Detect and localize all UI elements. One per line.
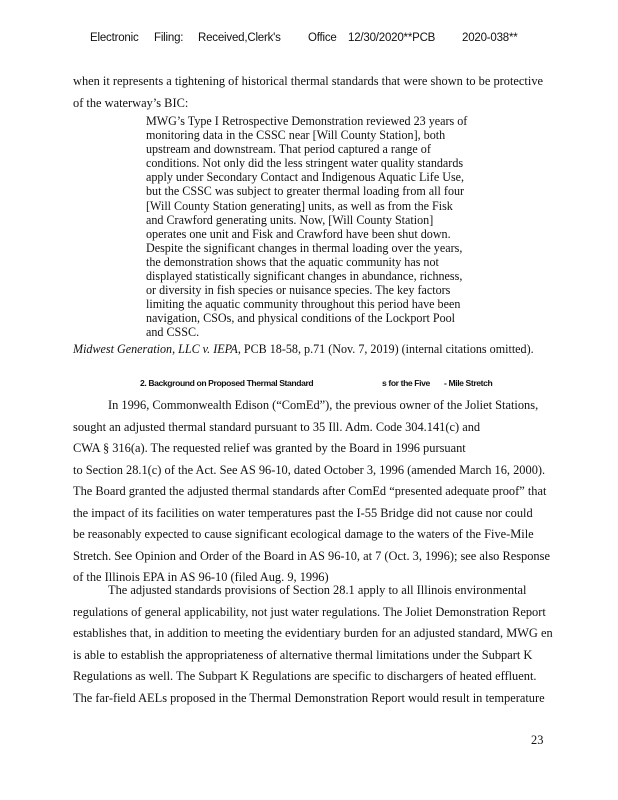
paragraph-line: establishes that, in addition to meeting the evidentiary burden for an adjusted standard, MWG en	[73, 626, 553, 640]
paragraph-line: regulations of general applicability, not just water regulations. The Joliet Demonstration Report	[73, 604, 546, 619]
quote-line: Despite the significant changes in thermal loading over the years,	[146, 240, 463, 255]
header-date: 12/30/2020**PCB	[348, 32, 436, 44]
paragraph-line: is able to establish the appropriateness of alternative thermal limitations under the Subpart K	[73, 647, 533, 662]
section-heading	[140, 378, 492, 388]
section-heading-right: - Mile Stretch	[444, 378, 493, 388]
quote-line: monitoring data in the CSSC near [Will County Station], both	[146, 128, 446, 143]
paragraph-line: sought an adjusted thermal standard pursuant to 35 Ill. Adm. Code 304.141(c) and	[73, 419, 481, 434]
filing-header	[84, 20, 518, 44]
quote-line: or diversity in fish species or nuisance species. The key factors	[146, 283, 451, 298]
paragraph-line: to Section 28.1(c) of the Act. See AS 96-10, dated October 3, 1996 (amended March 16, 2000).	[73, 462, 546, 477]
paragraph-line: In 1996, Commonwealth Edison (“ComEd”), the previous owner of the Joliet Stations,	[108, 398, 539, 412]
intro-paragraph	[73, 71, 589, 114]
block-quote	[146, 114, 508, 340]
quote-line: and Crawford generating units. Now, [Will County Station]	[146, 212, 434, 227]
page-number: 23	[531, 733, 544, 747]
section-heading-left: 2. Background on Proposed Thermal Standard	[140, 378, 314, 388]
paragraph-line: be reasonably expected to cause significant ecological damage to the waters of the Five-Mile	[73, 527, 534, 541]
paragraph-line: Stretch. See Opinion and Order of the Board in AS 96-10, at 7 (Oct. 3, 1996); see also Response	[73, 548, 550, 563]
quote-line: upstream and downstream. That period captured a range of	[146, 142, 431, 157]
header-docket: 2020-038**	[462, 32, 518, 44]
quote-line: but the CSSC was subject to greater thermal loading from all four	[146, 184, 465, 199]
quote-line: MWG’s Type I Retrospective Demonstration reviewed 23 years of	[146, 114, 468, 128]
quote-line: apply under Secondary Contact and Indigenous Aquatic Life Use,	[146, 170, 465, 185]
quote-line: limiting the aquatic community throughout this period have been	[146, 297, 461, 312]
case-citation	[73, 342, 534, 357]
quote-line: and CSSC.	[146, 325, 200, 340]
quote-line: the demonstration shows that the aquatic community has not	[146, 254, 439, 269]
case-name: Midwest Generation, LLC v. IEPA	[73, 342, 238, 356]
paragraph-line: The adjusted standards provisions of Section 28.1 apply to all Illinois environmental	[108, 583, 527, 597]
paragraph-line: of the Illinois EPA in AS 96-10 (filed Aug. 9, 1996)	[73, 570, 329, 584]
intro-line: of the waterway’s BIC:	[73, 95, 189, 110]
paragraph-line: Regulations as well. The Subpart K Regulations are specific to dischargers of heated effluent.	[73, 669, 537, 683]
paragraph-adjusted-standards	[73, 580, 589, 709]
header-filing: Filing:	[154, 32, 184, 44]
quote-line: navigation, CSOs, and physical conditions of the Lockport Pool	[146, 311, 456, 326]
quote-line: displayed statistically significant changes in abundance, richness,	[146, 269, 463, 284]
intro-line: when it represents a tightening of historical thermal standards that were shown to be protective	[73, 74, 544, 88]
citation-rest: , PCB 18-58, p.71 (Nov. 7, 2019) (internal citations omitted).	[237, 342, 534, 356]
header-electronic: Electronic	[90, 32, 139, 44]
header-received: Received,Clerk's	[198, 32, 281, 44]
quote-line: [Will County Station generating] units, as well as from the Fisk	[146, 198, 453, 213]
section-heading-middle: s for the Five	[382, 378, 430, 388]
paragraph-line: The Board granted the adjusted thermal standards after ComEd “presented adequate proof” that	[73, 484, 547, 498]
quote-line: operates one unit and Fisk and Crawford have been shut down.	[146, 226, 451, 241]
header-office: Office	[308, 32, 337, 44]
paragraph-line: The far-field AELs proposed in the Thermal Demonstration Report would result in temperature	[73, 690, 545, 705]
quote-line: conditions. Not only did the less stringent water quality standards	[146, 156, 464, 171]
paragraph-line: CWA § 316(a). The requested relief was granted by the Board in 1996 pursuant	[73, 441, 466, 455]
paragraph-background	[73, 395, 589, 589]
paragraph-line: the impact of its facilities on water temperatures past the I-55 Bridge did not cause nor could	[73, 505, 533, 520]
